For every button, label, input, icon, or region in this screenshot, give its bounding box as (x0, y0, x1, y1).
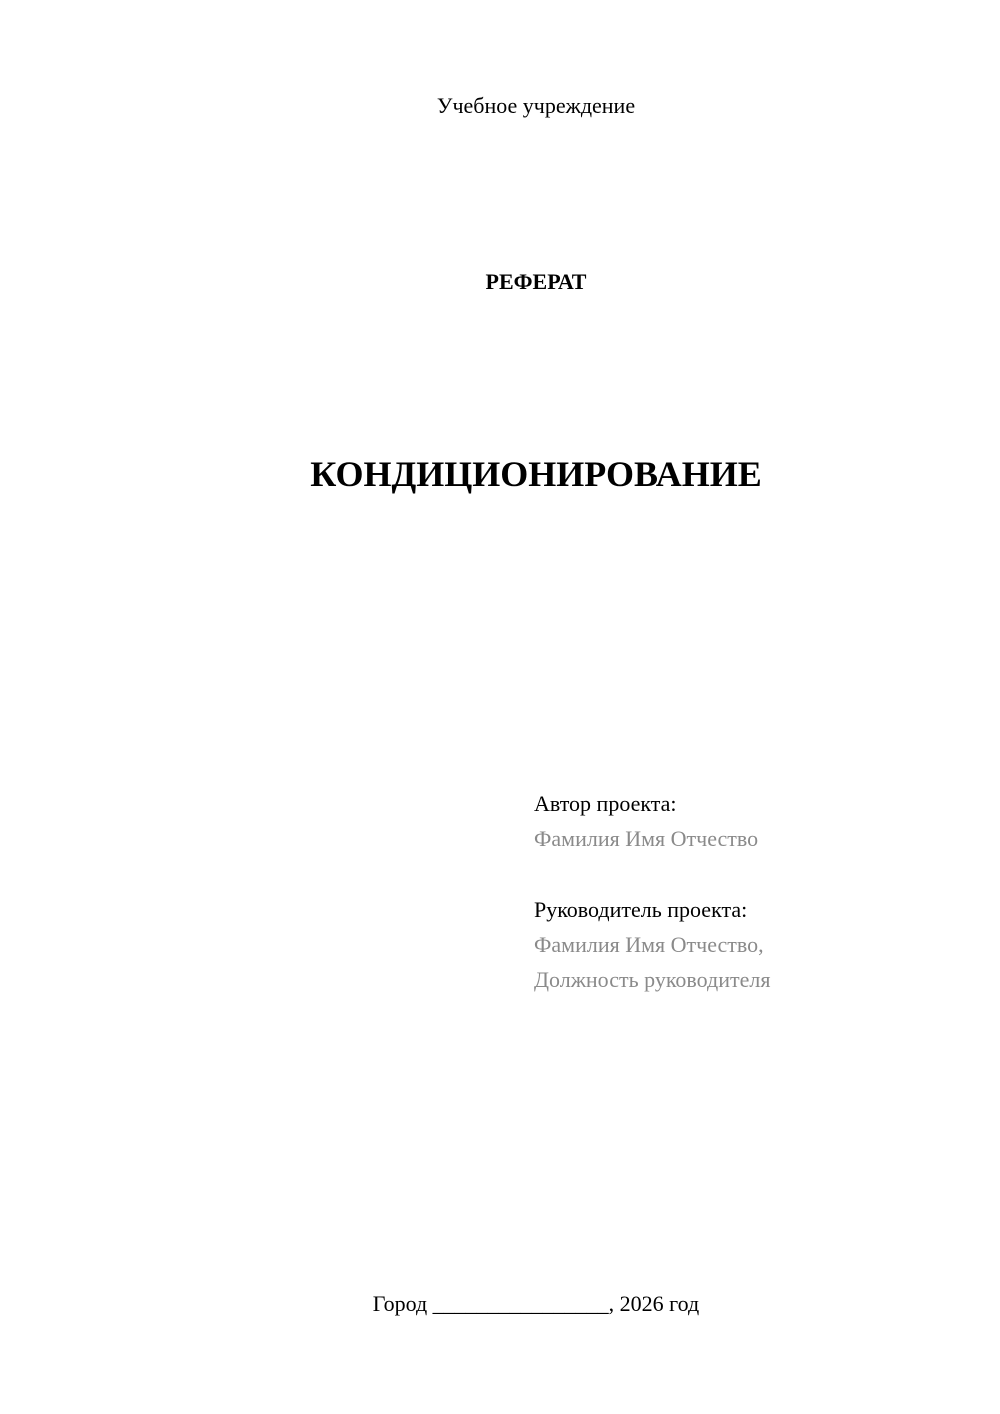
author-label: Автор проекта: (534, 791, 677, 816)
supervisor-name: Фамилия Имя Отчество, (534, 932, 764, 957)
institution-name: Учебное учреждение (436, 93, 636, 118)
author-name: Фамилия Имя Отчество (534, 826, 759, 851)
supervisor-position: Должность руководителя (534, 967, 771, 992)
supervisor-label: Руководитель проекта: (534, 897, 748, 922)
city-year-line: Город ________________, 2026 год (372, 1291, 700, 1316)
document-title: КОНДИЦИОНИРОВАНИЕ (310, 454, 762, 494)
spacer (534, 856, 974, 892)
document-type: РЕФЕРАТ (485, 269, 587, 294)
authors-block (534, 786, 974, 997)
